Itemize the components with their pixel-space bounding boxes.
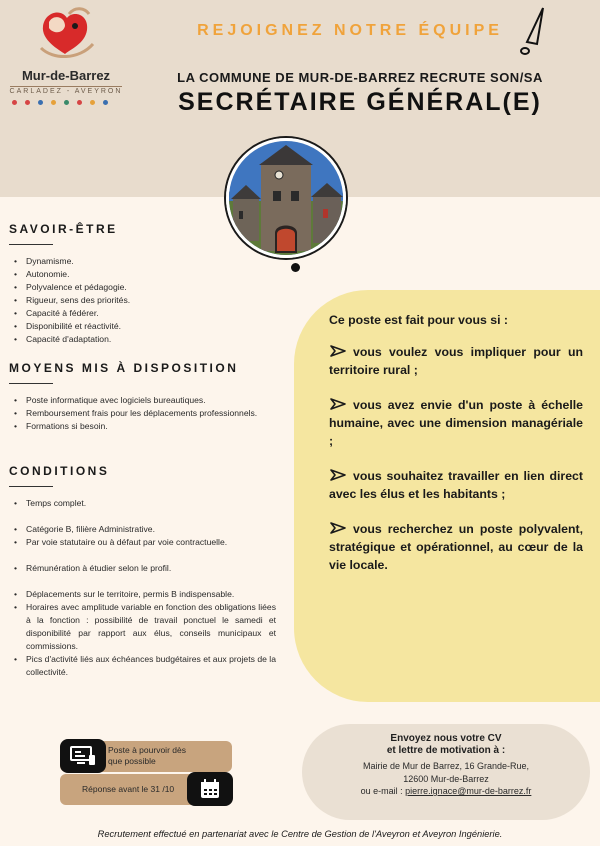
pill-text: Réponse avant le 31 /10 [82, 784, 175, 794]
conditions-list [14, 497, 276, 679]
profile-point-text: vous souhaitez travailler en lien direct avec les élus et les habitants ; [329, 469, 583, 501]
arrow-right-icon [329, 469, 347, 481]
profile-point [329, 467, 583, 503]
profile-point-text: vous avez envie d'un poste à échelle humaine, avec une dimension managériale ; [329, 398, 583, 448]
job-board-icon [60, 739, 106, 773]
email-label: ou e-mail : [360, 786, 406, 796]
list-item: • Horaires avec amplitude variable en fonction des obligations liées à la fonction : possibilité de travail ponctuel le samedi et disponibilité par rapport aux élus, conseils municipaux et commissions. [14, 601, 276, 653]
section-rule [9, 244, 53, 245]
pill-text: que possible [108, 756, 156, 766]
logo-dot [64, 100, 69, 105]
logo-dot [77, 100, 82, 105]
tower-illustration [229, 141, 343, 255]
profile-point-text: vous voulez vous impliquer pour un territoire rural ; [329, 345, 583, 377]
list-item: • Rigueur, sens des priorités. [14, 294, 276, 307]
town-tower-photo [226, 138, 346, 258]
logo-subtitle: CARLADEZ - AVEYRON [9, 88, 123, 95]
address-line: 12600 Mur-de-Barrez [403, 773, 489, 784]
photo-dot-bottom [291, 263, 300, 272]
list-item: • Remboursement frais pour les déplacements professionnels. [14, 407, 276, 420]
hero-kicker: REJOIGNEZ NOTRE ÉQUIPE [197, 22, 503, 39]
list-item: • Par voie statutaire ou à défaut par voie contractuelle. [14, 536, 276, 549]
profile-intro: Ce poste est fait pour vous si : [329, 313, 509, 327]
list-item: • Capacité à fédérer. [14, 307, 276, 320]
logo-dot [12, 100, 17, 105]
section-rule [9, 486, 53, 487]
calendar-icon [187, 772, 233, 806]
profile-point [329, 396, 583, 450]
profile-point [329, 520, 583, 574]
address-line: Mairie de Mur de Barrez, 16 Grande-Rue, [362, 761, 530, 771]
logo-divider [10, 86, 122, 87]
list-item: • Catégorie B, filière Administrative. [14, 523, 276, 536]
list-item: • Capacité d'adaptation. [14, 333, 276, 346]
logo-dot [38, 100, 43, 105]
arrow-right-icon [329, 398, 347, 410]
section-title-conditions: CONDITIONS [9, 464, 110, 478]
hero-subtitle: LA COMMUNE DE MUR-DE-BARREZ RECRUTE SON/SA [177, 70, 543, 85]
list-item: • Dynamisme. [14, 255, 276, 268]
moyens-list [14, 394, 276, 433]
arrow-right-icon [329, 522, 347, 534]
email-line [302, 785, 590, 798]
list-item: • Polyvalence et pédagogie. [14, 281, 276, 294]
list-item: • Autonomie. [14, 268, 276, 281]
exclamation-icon [513, 6, 555, 56]
profile-point-text: vous recherchez un poste polyvalent, stratégique et opérationnel, au cœur de la vie locale. [329, 522, 583, 572]
list-item: • Formations si besoin. [14, 420, 276, 433]
profile-text [329, 311, 583, 591]
page-title: SECRÉTAIRE GÉNÉRAL(E) [178, 88, 542, 116]
list-item: • Déplacements sur le territoire, permis B indispensable. [14, 588, 276, 601]
logo-dots [12, 100, 108, 105]
arrow-right-icon [329, 345, 347, 357]
list-item: • Poste informatique avec logiciels bureautiques. [14, 394, 276, 407]
logo-name: Mur-de-Barrez [21, 68, 111, 83]
list-item: • Pics d'activité liés aux échéances budgétaires et aux projets de la collectivité. [14, 653, 276, 679]
screen-icon [69, 745, 97, 767]
list-item: • Temps complet. [14, 497, 276, 510]
contact-title [302, 733, 590, 757]
logo-dot [90, 100, 95, 105]
list-item: • Rémunération à étudier selon le profil. [14, 562, 276, 575]
logo-dot [51, 100, 56, 105]
footer-note: Recrutement effectué en partenariat avec le Centre de Gestion de l'Aveyron et Aveyron Ingénierie. [97, 829, 503, 839]
section-title-moyens: MOYENS MIS À DISPOSITION [9, 361, 239, 375]
logo-mark-icon [35, 4, 97, 60]
section-rule [9, 383, 53, 384]
logo-dot [25, 100, 30, 105]
profile-point [329, 343, 583, 379]
contact-address [302, 760, 590, 798]
calendar-glyph [199, 778, 221, 800]
pill-text: Poste à pourvoir dès [108, 745, 186, 755]
logo [4, 4, 128, 136]
list-item: • Disponibilité et réactivité. [14, 320, 276, 333]
contact-title-line: et lettre de motivation à : [386, 745, 506, 756]
section-title-savoir-etre: SAVOIR-ÊTRE [9, 222, 118, 236]
contact-title-line: Envoyez nous votre CV [390, 733, 502, 744]
email-link[interactable]: pierre.ignace@mur-de-barrez.fr [405, 786, 532, 796]
logo-dot [103, 100, 108, 105]
savoir-etre-list [14, 255, 276, 346]
